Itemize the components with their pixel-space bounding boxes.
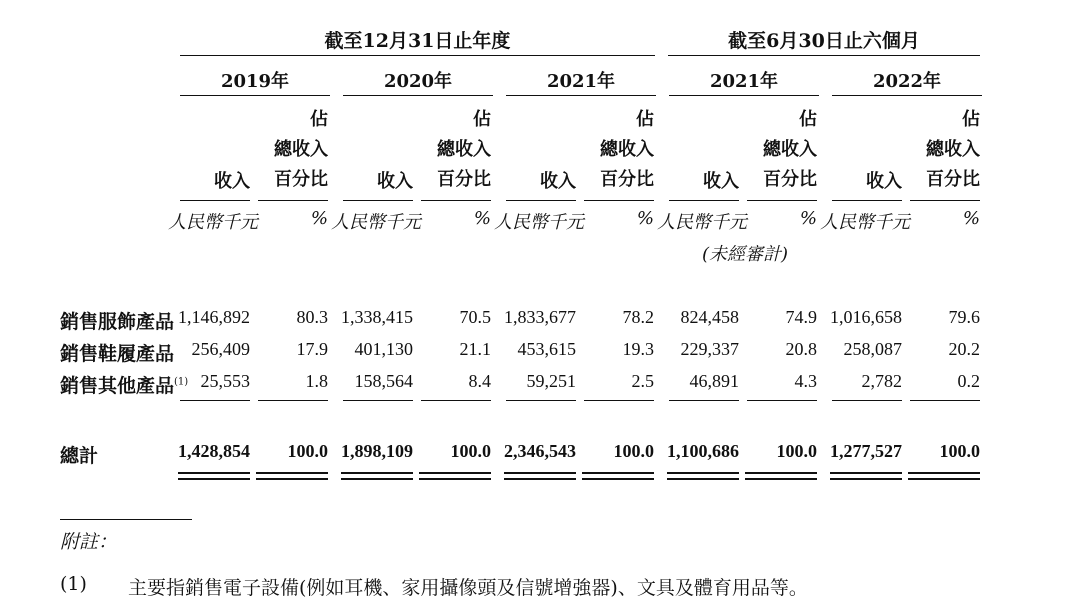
double-rule-line <box>178 478 250 480</box>
cell-value: 21.1 <box>459 339 491 359</box>
cell-value: 1,833,677 <box>504 307 576 327</box>
year-2021-h1: 2021年 <box>709 71 779 92</box>
total-cell-value: 100.0 <box>939 441 980 461</box>
header-six-months-rule <box>668 55 980 56</box>
col-revenue-2021: 收入 <box>540 171 576 192</box>
year-2019: 2019年 <box>220 71 290 92</box>
col-pct-2022-h1 <box>910 105 980 195</box>
cell-value: 46,891 <box>689 371 739 391</box>
row-label-text: 銷售服飾產品 <box>60 311 175 333</box>
double-rule-line <box>745 478 817 480</box>
total-cell-value: 2,346,543 <box>504 441 576 461</box>
cell-value: 258,087 <box>843 339 902 359</box>
cell-value: 229,337 <box>680 339 739 359</box>
subtotal-rule <box>343 400 413 401</box>
double-rule-line <box>256 478 328 480</box>
col-pct-2020 <box>421 105 491 195</box>
col-pct-2021 <box>584 105 654 195</box>
unit-pct-2021: % <box>636 208 654 229</box>
double-rule-line <box>504 472 576 474</box>
col-pct-line1: 佔 <box>962 109 980 130</box>
cell-value: 74.9 <box>785 307 817 327</box>
notes-title: 附註： <box>60 531 118 553</box>
year-rule-2020 <box>343 95 493 96</box>
col-rule <box>506 200 576 201</box>
unit-rmb-2021: 人民幣千元 <box>494 212 584 233</box>
cell-value: 78.2 <box>622 307 654 327</box>
cell-value: 1,146,892 <box>178 307 250 327</box>
year-2022-h1: 2022年 <box>872 71 942 92</box>
double-rule-line <box>341 478 413 480</box>
total-cell-value: 1,277,527 <box>830 441 902 461</box>
total-cell-value: 100.0 <box>776 441 817 461</box>
subtotal-rule <box>258 400 328 401</box>
cell-value: 59,251 <box>526 371 576 391</box>
col-rule <box>747 200 817 201</box>
year-rule-2021-h1 <box>669 95 819 96</box>
total-cell-value: 1,428,854 <box>178 441 250 461</box>
cell-value: 2,782 <box>861 371 902 391</box>
cell-value: 1,338,415 <box>341 307 413 327</box>
unit-pct-2021-h1: % <box>799 208 817 229</box>
year-rule-2021 <box>506 95 656 96</box>
col-pct-line1: 佔 <box>636 109 654 130</box>
col-revenue-2020: 收入 <box>377 171 413 192</box>
double-rule-line <box>582 478 654 480</box>
cell-value: 25,553 <box>200 371 250 391</box>
double-rule-line <box>341 472 413 474</box>
col-rule <box>343 200 413 201</box>
note-text-1: 主要指銷售電子設備(例如耳機、家用攝像頭及信號增強器)、文具及體育用品等。 <box>128 577 808 599</box>
subtotal-rule <box>832 400 902 401</box>
double-rule-line <box>830 472 902 474</box>
cell-value: 19.3 <box>622 339 654 359</box>
col-pct-line3: 百分比 <box>926 169 980 190</box>
subtotal-rule <box>584 400 654 401</box>
cell-value: 17.9 <box>296 339 328 359</box>
double-rule-line <box>504 478 576 480</box>
col-revenue-2022-h1: 收入 <box>866 171 902 192</box>
cell-value: 0.2 <box>957 371 980 391</box>
cell-value: 20.8 <box>785 339 817 359</box>
col-rule <box>584 200 654 201</box>
col-pct-line1: 佔 <box>473 109 491 130</box>
unit-pct-2019: % <box>310 208 328 229</box>
total-cell-value: 1,898,109 <box>341 441 413 461</box>
double-rule-line <box>908 472 980 474</box>
col-pct-line3: 百分比 <box>274 169 328 190</box>
double-rule-line <box>830 478 902 480</box>
subtotal-rule <box>669 400 739 401</box>
col-pct-line2: 總收入 <box>600 139 654 160</box>
col-pct-line1: 佔 <box>799 109 817 130</box>
year-rule-2019 <box>180 95 330 96</box>
col-rule <box>421 200 491 201</box>
double-rule-line <box>419 478 491 480</box>
subtotal-rule <box>180 400 250 401</box>
double-rule-line <box>667 478 739 480</box>
subtotal-rule <box>421 400 491 401</box>
double-rule-line <box>582 472 654 474</box>
cell-value: 80.3 <box>296 307 328 327</box>
total-cell-value: 100.0 <box>450 441 491 461</box>
cell-value: 824,458 <box>680 307 739 327</box>
note-ref-1: (1) <box>60 573 87 595</box>
unit-pct-2022-h1: % <box>962 208 980 229</box>
col-rule <box>180 200 250 201</box>
notes-divider <box>60 519 192 520</box>
col-rule <box>669 200 739 201</box>
total-label: 總計 <box>60 445 99 467</box>
col-pct-line2: 總收入 <box>437 139 491 160</box>
row-label-text: 銷售鞋履產品 <box>60 343 175 365</box>
subtotal-rule <box>747 400 817 401</box>
cell-value: 1.8 <box>305 371 328 391</box>
cell-value: 401,130 <box>354 339 413 359</box>
unit-rmb-2019: 人民幣千元 <box>168 212 258 233</box>
cell-value: 2.5 <box>631 371 654 391</box>
total-cell-value: 1,100,686 <box>667 441 739 461</box>
unit-rmb-2020: 人民幣千元 <box>331 212 421 233</box>
cell-value: 158,564 <box>354 371 413 391</box>
subtotal-rule <box>910 400 980 401</box>
row-label-text: 銷售其他產品 <box>60 375 175 397</box>
subtotal-rule <box>506 400 576 401</box>
col-revenue-2021-h1: 收入 <box>703 171 739 192</box>
cell-value: 4.3 <box>794 371 817 391</box>
col-pct-2021-h1 <box>747 105 817 195</box>
col-pct-line2: 總收入 <box>926 139 980 160</box>
col-rule <box>832 200 902 201</box>
col-pct-line3: 百分比 <box>600 169 654 190</box>
year-rule-2022-h1 <box>832 95 982 96</box>
year-2021: 2021年 <box>546 71 616 92</box>
double-rule-line <box>178 472 250 474</box>
double-rule-line <box>745 472 817 474</box>
col-revenue-2019: 收入 <box>214 171 250 192</box>
col-pct-line1: 佔 <box>310 109 328 130</box>
cell-value: 8.4 <box>468 371 491 391</box>
cell-value: 1,016,658 <box>830 307 902 327</box>
row-note-ref: (1) <box>174 376 189 388</box>
col-pct-line2: 總收入 <box>274 139 328 160</box>
cell-value: 256,409 <box>191 339 250 359</box>
col-pct-line3: 百分比 <box>763 169 817 190</box>
col-pct-line3: 百分比 <box>437 169 491 190</box>
col-pct-line2: 總收入 <box>763 139 817 160</box>
cell-value: 20.2 <box>948 339 980 359</box>
header-annual-rule <box>180 55 655 56</box>
total-cell-value: 100.0 <box>287 441 328 461</box>
double-rule-line <box>256 472 328 474</box>
header-annual: 截至12月31日止年度 <box>324 30 511 52</box>
cell-value: 70.5 <box>459 307 491 327</box>
double-rule-line <box>419 472 491 474</box>
header-six-months: 截至6月30日止六個月 <box>728 30 920 52</box>
col-pct-2019 <box>258 105 328 195</box>
unit-rmb-2022-h1: 人民幣千元 <box>820 212 910 233</box>
unit-pct-2020: % <box>473 208 491 229</box>
year-2020: 2020年 <box>383 71 453 92</box>
double-rule-line <box>667 472 739 474</box>
unaudited-note: (未經審計) <box>701 244 789 265</box>
col-rule <box>258 200 328 201</box>
cell-value: 79.6 <box>948 307 980 327</box>
unit-rmb-2021-h1: 人民幣千元 <box>657 212 747 233</box>
double-rule-line <box>908 478 980 480</box>
total-cell-value: 100.0 <box>613 441 654 461</box>
cell-value: 453,615 <box>517 339 576 359</box>
col-rule <box>910 200 980 201</box>
